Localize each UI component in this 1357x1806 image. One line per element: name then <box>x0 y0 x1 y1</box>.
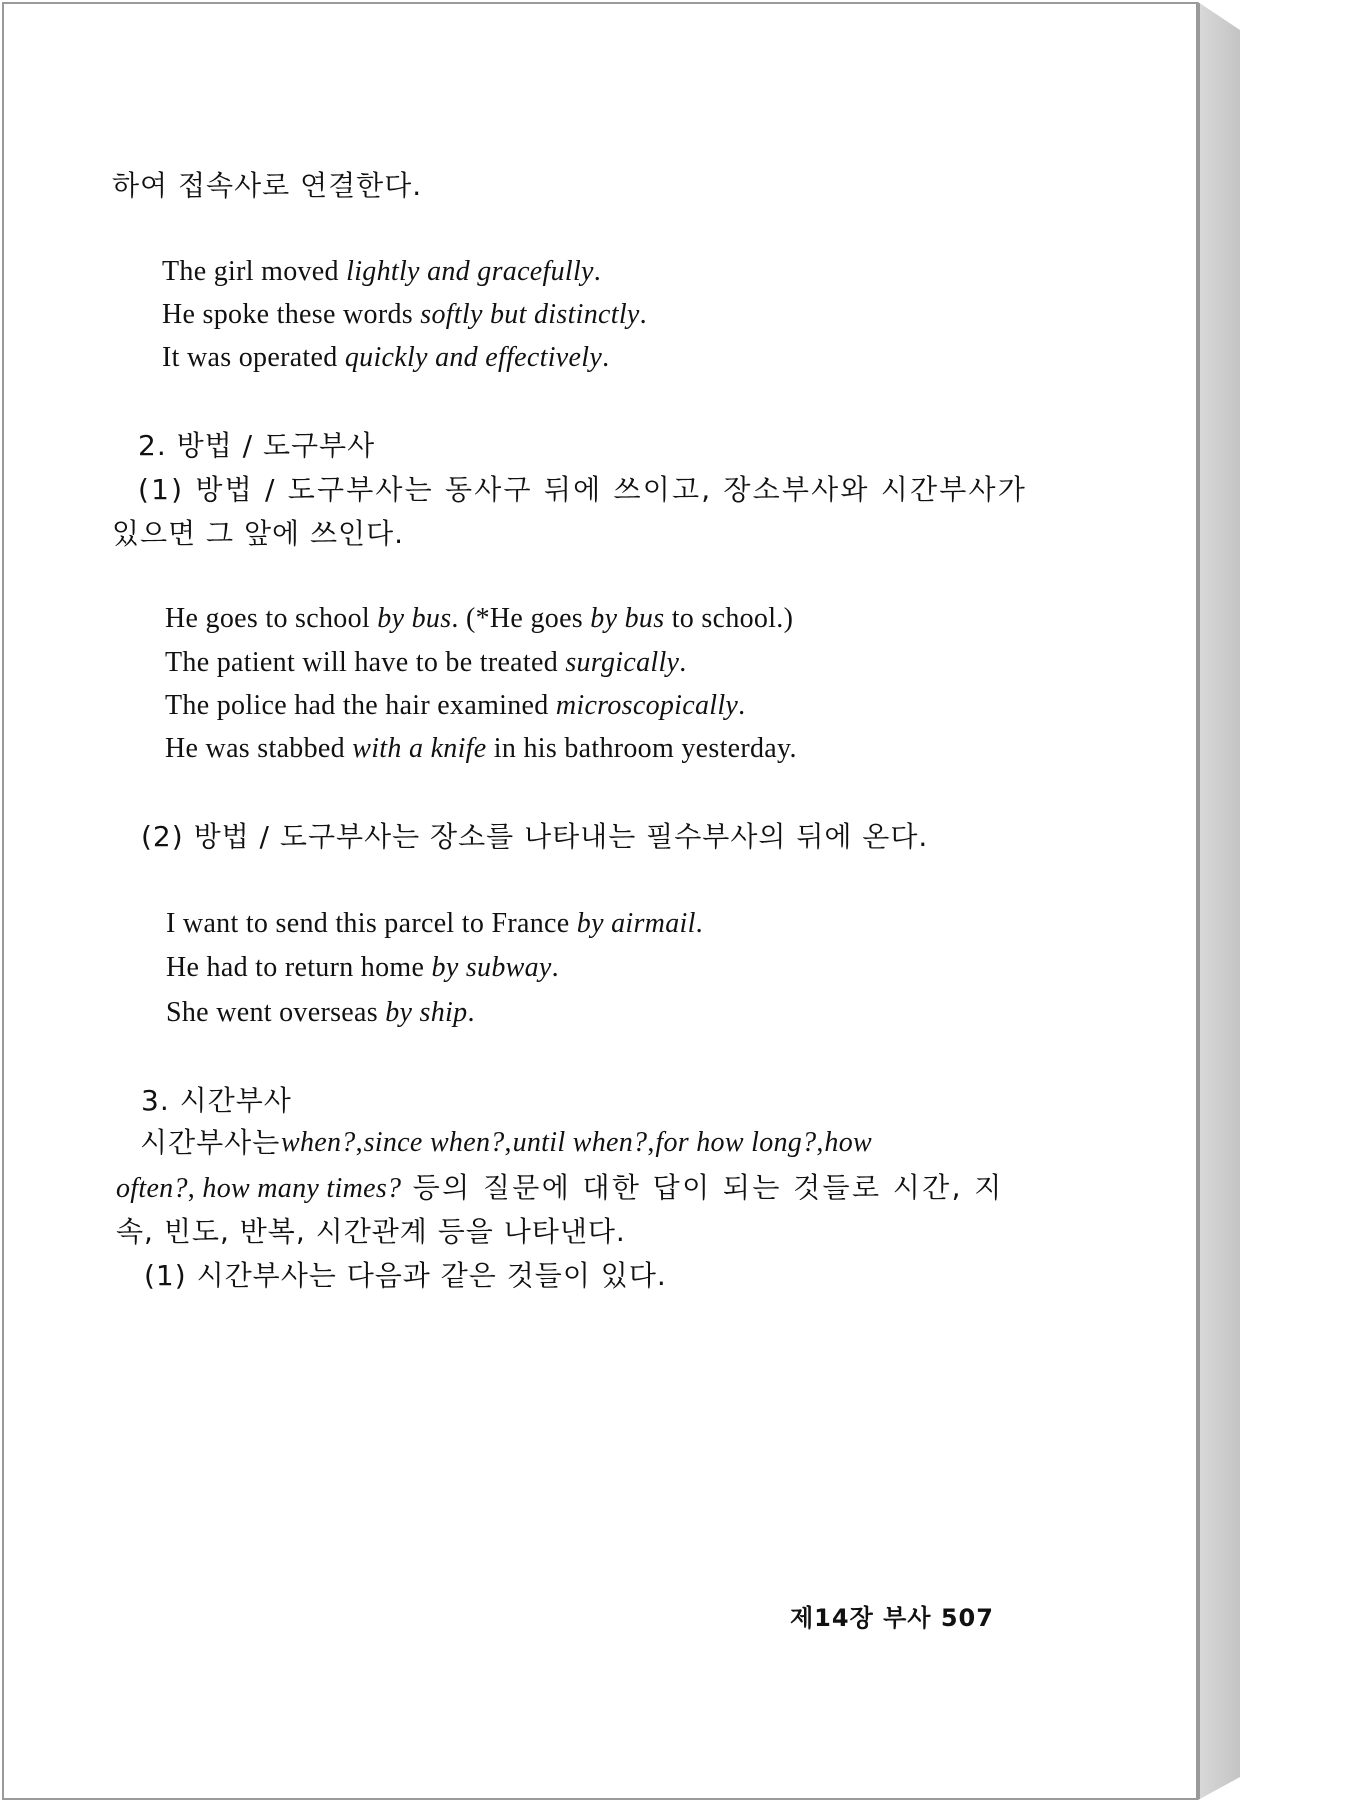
example-line: He was stabbed with a knife in his bathroom yesterday. <box>165 733 797 764</box>
section-heading: 3. 시간부사 <box>141 1084 292 1117</box>
example-line: He spoke these words softly but distinctly. <box>162 299 647 330</box>
page-footer: 제14장 부사 507 <box>790 1604 994 1632</box>
example-line: It was operated quickly and effectively. <box>162 342 610 373</box>
example-line: The patient will have to be treated surgically. <box>165 647 687 678</box>
intro-line: 하여 접속사로 연결한다. <box>112 169 423 202</box>
example-line: He goes to school by bus. (*He goes by bus to school.) <box>165 603 794 634</box>
example-line: The police had the hair examined microscopically. <box>165 690 746 721</box>
paragraph-line: (2) 방법 / 도구부사는 장소를 나타내는 필수부사의 뒤에 온다. <box>141 820 929 853</box>
paragraph-line: 있으면 그 앞에 쓰인다. <box>112 517 405 550</box>
paragraph-line: (1) 방법 / 도구부사는 동사구 뒤에 쓰이고, 장소부사와 시간부사가 <box>138 473 1028 506</box>
paragraph-line: 시간부사는 when?, since when?, until when?, for how long?, how <box>140 1126 872 1159</box>
paragraph-line: (1) 시간부사는 다음과 같은 것들이 있다. <box>144 1259 667 1292</box>
paragraph-line: often?, how many times? 등의 질문에 대한 답이 되는 것들로 시간, 지 <box>116 1171 1004 1204</box>
section-heading: 2. 방법 / 도구부사 <box>138 429 376 462</box>
page-stack-edge <box>1198 2 1240 1800</box>
example-line: She went overseas by ship. <box>166 997 475 1028</box>
paragraph-line: 속, 빈도, 반복, 시간관계 등을 나타낸다. <box>116 1215 626 1248</box>
example-line: He had to return home by subway. <box>166 952 559 983</box>
example-line: I want to send this parcel to France by airmail. <box>166 908 703 939</box>
example-line: The girl moved lightly and gracefully. <box>162 256 602 287</box>
